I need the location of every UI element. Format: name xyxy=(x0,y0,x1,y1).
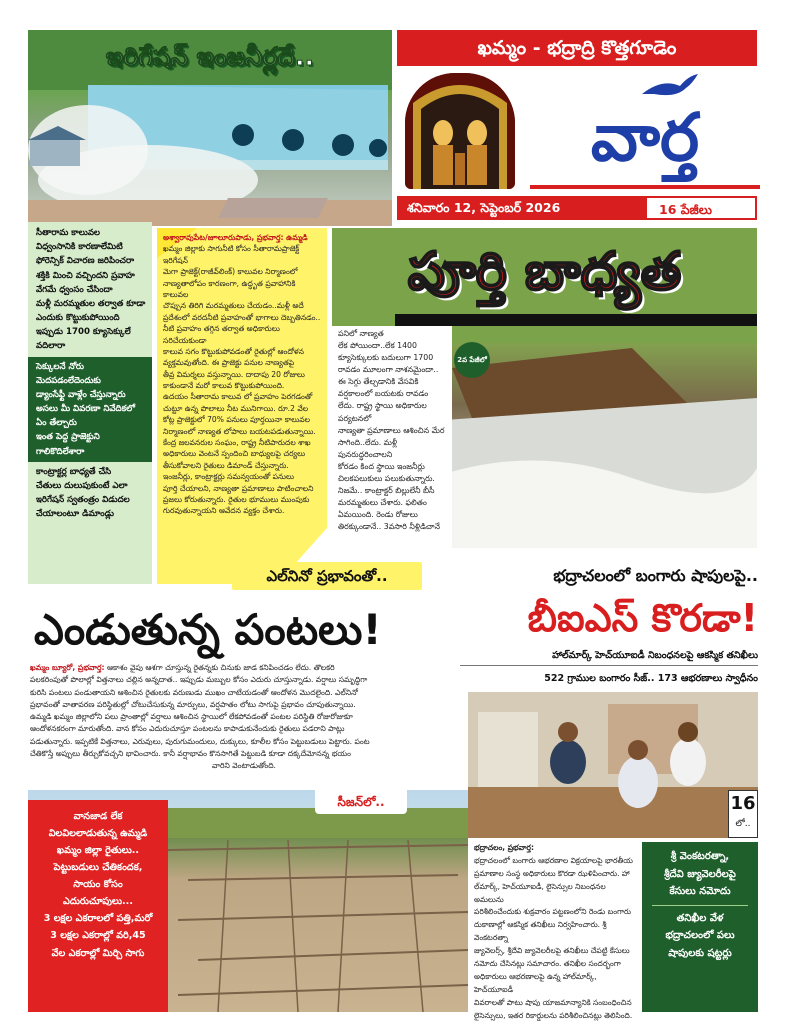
sidebar-q2: సెక్కులనే నోరు మెదపడంలేదెందుకు డ్యాంసేఫ్టీ వాళ్లేం చేస్తున్నారు అసలు మీ వివరణా నివేదికలో ఏం తేల్చారు ఇంత పెద్ద ప్రాజెక్టుని గాలికొదిలేశారా xyxy=(28,357,152,462)
page-ref-box[interactable] xyxy=(728,790,758,838)
jewellery-shop-photo xyxy=(468,692,758,838)
gold-sub1: హాల్‌మార్క్ హెచ్‌యూఐడీ నిబంధనలపై ఆకస్మిక తనిఖీలు xyxy=(460,646,758,666)
date-bar xyxy=(397,196,757,220)
page-ref-number: 16 xyxy=(730,793,756,814)
crops-body: ఖమ్మం బ్యూరో, ప్రభవార్త: ఆకాశం వైపు ఆశగా చూస్తున్న రైతన్నకు చినుకు జాడ కనిపించడం లేదు. తొలకరి పలకరింపుతో పొలాల్లో విత్తనాలు చల్లిన అన్నదాత.. ఇప్పుడు మబ్బుల కోసం ఎదురు చూస్తున్నాడు. వర్షాలు సమృద్ధిగా కురిసి పంటలు పండుతాయని ఆశించిన రైతులకు వరుణుడు ముఖం చాటేయడంతో ఆందోళన మొదలైంది. ఎల్‌నినో ప్రభావంతో వాతావరణ పరిస్థితుల్లో చోటుచేసుకున్న మార్పులు, వర్షపాతం లోటు సాగుపై ప్రభావం చూపుతున్నాయి. ఉమ్మడి ఖమ్మం జిల్లాలోని పలు ప్రాంతాల్లో వర్షాలు ఆశించిన స్థాయిలో లేకపోవడంతో పంటల పరిస్థితి రోజురోజుకూ ఆందోళనకరంగా మారుతోంది. వాన కోసం ఎదురుచూస్తూ పంటలను కాపాడుకునేందుకు రైతులు పడరాని పాట్లు పడుతున్నారు. ఇప్పటికే విత్తనాలు, ఎరువులు, పురుగుమందులు, దుక్కులు, కూలీల కోసం పెట్టుబడులు పెట్టారు. పంట చేతికొస్తే అప్పులు తీర్చుకోవచ్చని భావించారు. కానీ వర్షాభావం కొనసాగితే పెట్టుబడి కూడా దక్కదేమోనన్న భయం వారిని వెంటాడుతోంది. xyxy=(30,663,370,771)
crops-red-box: వానజాడ లేక విలవిలలాడుతున్న ఉమ్మడి ఖమ్మం జిల్లా రైతులు.. పెట్టుబడులు చేతికందక, సాయం కోసం ఎదురుచూపులు... 3 లక్షల ఎకరాలలో పత్తి,మరో 3 లక్షల ఎకరాల్లో వరి,45 వేల ఎకరాల్లో మిర్చి సాగు xyxy=(28,800,168,1012)
irrigation-sidebar xyxy=(28,222,152,584)
irrigation-story-white: పనిలో నాణ్యత లేక పోయిందా..లేక 1400 క్యూసెక్కులకు బదులుగా 1700 రావడం మూలంగా నాశనమైందా.. ఈ సెగ్గు తేల్చడానికి వేసవికి వర్షకాలంలో బయటకు రావడం లేదు. రాష్ట్ర స్థాయి అధికారుల పర్యటనలో నాణ్యతా ప్రమాణాలు ఆశించిన మేర సాగింది..లేదు. మళ్లీ పునరుద్ధరించాలని కోరడం కింద స్థాయి ఇంజనీర్లు చిలకపలుకులు పలుకుతున్నారు. నిజమే.. కాంట్రాక్టర్ బిల్లులేనీ బీసీ మరమ్మతులు చేశారు. ఫలితం ఏమయింది. రెండు రోజులు తిరక్కుండానే.. 3వసారి నీళ్లిడిచానే xyxy=(332,326,452,548)
gold-sub2: 522 గ్రాముల బంగారం సీజ్.. 173 ఆభరణాలు స్వాధీనం xyxy=(544,673,758,684)
gold-kicker: భద్రాచలంలో బంగారు షాపులపై.. xyxy=(553,566,758,585)
sidebar-q1: సీతారామ కాలువల విధ్వంసానికి కారణాలేమిటి ఫోరెన్సిక్ విచారణ జరిపించరా శక్తికి మించి వచ్చిందని ప్రవాహ వేగమే ధ్వంసం చేసిందా మళ్లీ మరమ్మతుల తర్వాత కూడా ఎందుకు కొట్టుకుపోయింది ఇప్పుడు 1700 క్యూసెక్కులే వదిలారా xyxy=(36,228,146,352)
gold-headline: బీఐఎస్ కొరడా! xyxy=(527,596,758,640)
date-line: శనివారం 12, సెప్టెంబర్ 2026 xyxy=(407,200,561,215)
temple-logo xyxy=(405,73,515,189)
canal-photo xyxy=(28,30,392,226)
main-headline-bar xyxy=(332,230,757,314)
headline-red-banner xyxy=(395,314,757,326)
crops-headline: ఎండుతున్న పంటలు! xyxy=(34,605,382,654)
gold-body: భద్రాచలం, ప్రభవార్త: భద్రాచలంలో బంగారు ఆభరణాల విక్రయాలపై భారతీయ ప్రమాణాల సంస్థ అధికారులు కొరడా ఝళిపించారు. హా ల్‌మార్క్, హెచ్‌యూఐడీ, లైసెన్సుల నిబంధనల అమలును పరిశీలించేందుకు శుక్రవారం పట్టణంలోని రెండు బంగారు దుకాణాల్లో ఆకస్మిక తనిఖీలు నిర్వహించారు. శ్రీ వెంకటరత్నా జ్యువెలర్స్, శ్రీదేవి జ్యువెలరీలపై తనిఖీలు చేపట్టి కేసులు నమోదు చేసినట్లు సమాచారం. తనిఖీల సందర్భంగా అధికారులు ఆభరణాలపై ఉన్న హాల్‌మార్క్, హెచ్‌యూఐడీ వివరాలతో పాటు షాపు యాజమాన్యానికి సంబంధించిన లైసెన్సులు, ఇతర రికార్డులను పరిశీలించినట్లు తెలిసింది. xyxy=(474,843,633,1020)
photo-title: ఇరిగేషన్ ఇంజనీర్లదే.. xyxy=(106,42,314,71)
crops-kicker: ఎల్‌నినో ప్రభావంతో.. xyxy=(232,562,422,590)
gold-green-box: శ్రీ వెంకటరత్నా, శ్రీదేవి జ్యువెలరీలపై కేసులు నమోదు తనిఖీల వేళ భద్రాచలంలో పలు షాపులకు షట్టర్లు xyxy=(642,842,758,1012)
district-banner: ఖమ్మం - భద్రాద్రి కొత్తగూడెం xyxy=(397,30,757,66)
main-headline: పూర్తి బాధ్యత xyxy=(407,242,682,302)
shop-inspection-illustration xyxy=(468,692,758,838)
sidebar-q3: కాంట్రాక్టర్ల బాధ్యతే చేసి చేతులు దులుపుకుంటే ఎలా ఇరిగేషన్ స్వతంత్రం విడుదల చేయాలంటూ డిమాండ్లు xyxy=(36,466,130,520)
page-count: 16 పేజీలు xyxy=(645,196,757,220)
page-ref-badge[interactable]: 2వ పేజీలో xyxy=(454,342,490,378)
irrigation-story-yellow: అశ్వారావుపేట/జూలూరుపాడు, ప్రభవార్త: ఉమ్మడి ఖమ్మం జిల్లాకు సాగునీటి కోసం సీతారామప్రాజెక్ట్ ఇరిగేషన్ మెగా ప్రాజెక్ట్(రాజీవ్‌లింక్) కాలువల నిర్మాణంలో నాణ్యతాలోపం కారణంగా, ఉద్ధృత ప్రవాహానికి కాలువల చొప్పున తిరిగి మరమ్మతులు చేయడం..మళ్లీ అదే ప్రదేశంలో వరదనీటి ప్రవాహంతో భాగాలు దెబ్బతినడం.. నీటి ప్రవాహం తగ్గిన తర్వాత అధికారులు సరిచేయకుండా కాలువ సగం కొట్టుకుపోవడంతో రైతుల్లో ఆందోళన వ్యక్తమవుతోంది. ఈ ప్రాజెక్టు పనుల నాణ్యతపై తీవ్ర విమర్శలు వస్తున్నాయి. దాదాపు 20 రోజులు కాకుండానే మరో కాలువ కొట్టుకుపోయింది. ఉదయం సీతారామ కాలువ లో ప్రవాహం పెరగడంతో చుట్టూ ఉన్న పొలాలు నీట మునిగాయి. రూ.2 వేల కోట్ల ప్రాజెక్టులో 70% పనులు పూర్తయినా కాలువల నిర్మాణంలో నాణ్యత లోపాలు బయటపడుతున్నాయి. కేంద్ర జలవనరుల సంఘం, రాష్ట్ర నీటిపారుదల శాఖ అధికారులు వెంటనే స్పందించి బాధ్యులపై చర్యలు తీసుకోవాలని రైతులు డిమాండ్ చేస్తున్నారు. ఇంజనీర్లు, కాంట్రాక్టర్లు సమన్వయంతో పనులు పూర్తి చేయాలని, నాణ్యతా ప్రమాణాలు పాటించాలని ప్రజలు కోరుతున్నారు. రైతుల భూములు ముంపుకు గురవుతున్నాయని ఆవేదన వ్యక్తం చేశారు. xyxy=(157,228,327,584)
logo-underline xyxy=(530,185,760,189)
deity-idols-illustration xyxy=(405,73,515,189)
photo-season-caption: సీజన్‌లో.. xyxy=(315,790,407,814)
logo-text: వార్త xyxy=(590,99,700,176)
page-ref-suffix: లో.. xyxy=(735,819,751,829)
